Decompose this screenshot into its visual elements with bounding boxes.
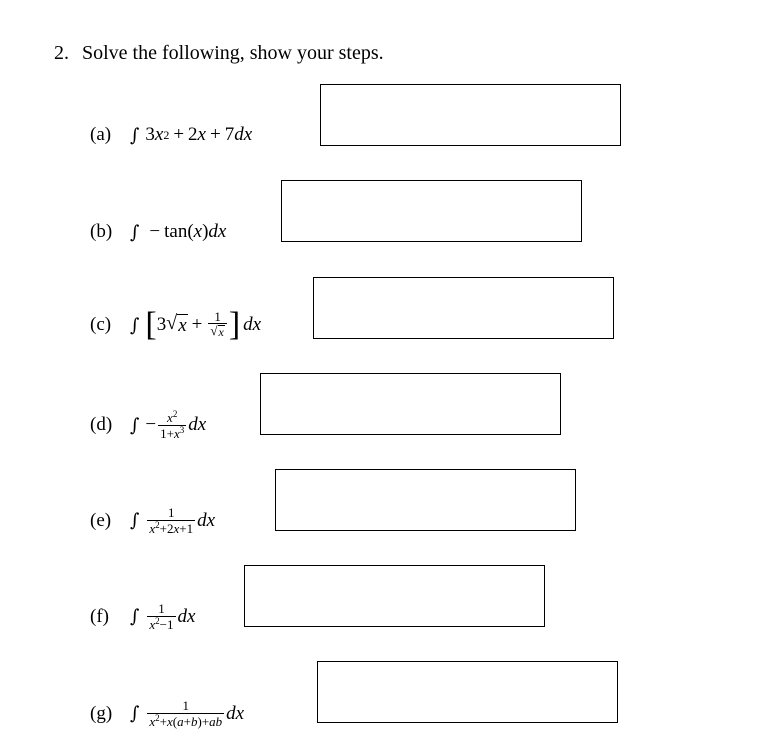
part-b — [90, 221, 226, 243]
part-e — [90, 506, 215, 535]
part-label: (d) — [90, 414, 113, 436]
integral-expression: ∫ − tan( x ) dx — [130, 221, 227, 243]
answer-box-d[interactable] — [260, 373, 561, 435]
answer-box-f[interactable] — [244, 565, 545, 627]
part-label: (g) — [90, 702, 113, 724]
integral-expression: ∫ [ 3 √ x + 1 √ x ] dx — [130, 306, 262, 343]
part-label: (a) — [90, 124, 112, 145]
integral-expression: ∫ 3 x 2 + 2 x + 7 dx — [130, 124, 253, 146]
part-label: (c) — [90, 314, 112, 335]
answer-box-b[interactable] — [281, 180, 582, 242]
part-label: (b) — [90, 221, 113, 242]
question-heading — [54, 42, 384, 65]
answer-box-e[interactable] — [275, 469, 576, 531]
answer-box-c[interactable] — [313, 277, 614, 339]
part-label: (f) — [90, 605, 109, 627]
question-text: Solve the following, show your steps. — [82, 42, 384, 64]
integral-expression: ∫ $\frac{1}{x^2+x(a+b)+ab}$ dx — [130, 698, 245, 729]
answer-box-a[interactable] — [320, 84, 621, 146]
integral-expression: ∫ $\frac{1}{x^2+2x+1}$ dx — [130, 505, 216, 536]
part-d — [90, 410, 206, 440]
part-f — [90, 602, 195, 631]
integral-expression: ∫ − $\frac{x^2}{1+x^3}$ dx — [130, 409, 207, 441]
part-c — [90, 308, 261, 342]
part-label: (e) — [90, 509, 112, 531]
answer-box-g[interactable] — [317, 661, 618, 723]
part-a — [90, 124, 252, 146]
integral-expression: ∫ $\frac{1}{x^2-1}$ dx — [130, 601, 196, 632]
part-g — [90, 699, 244, 728]
question-number: 2. — [54, 42, 69, 64]
